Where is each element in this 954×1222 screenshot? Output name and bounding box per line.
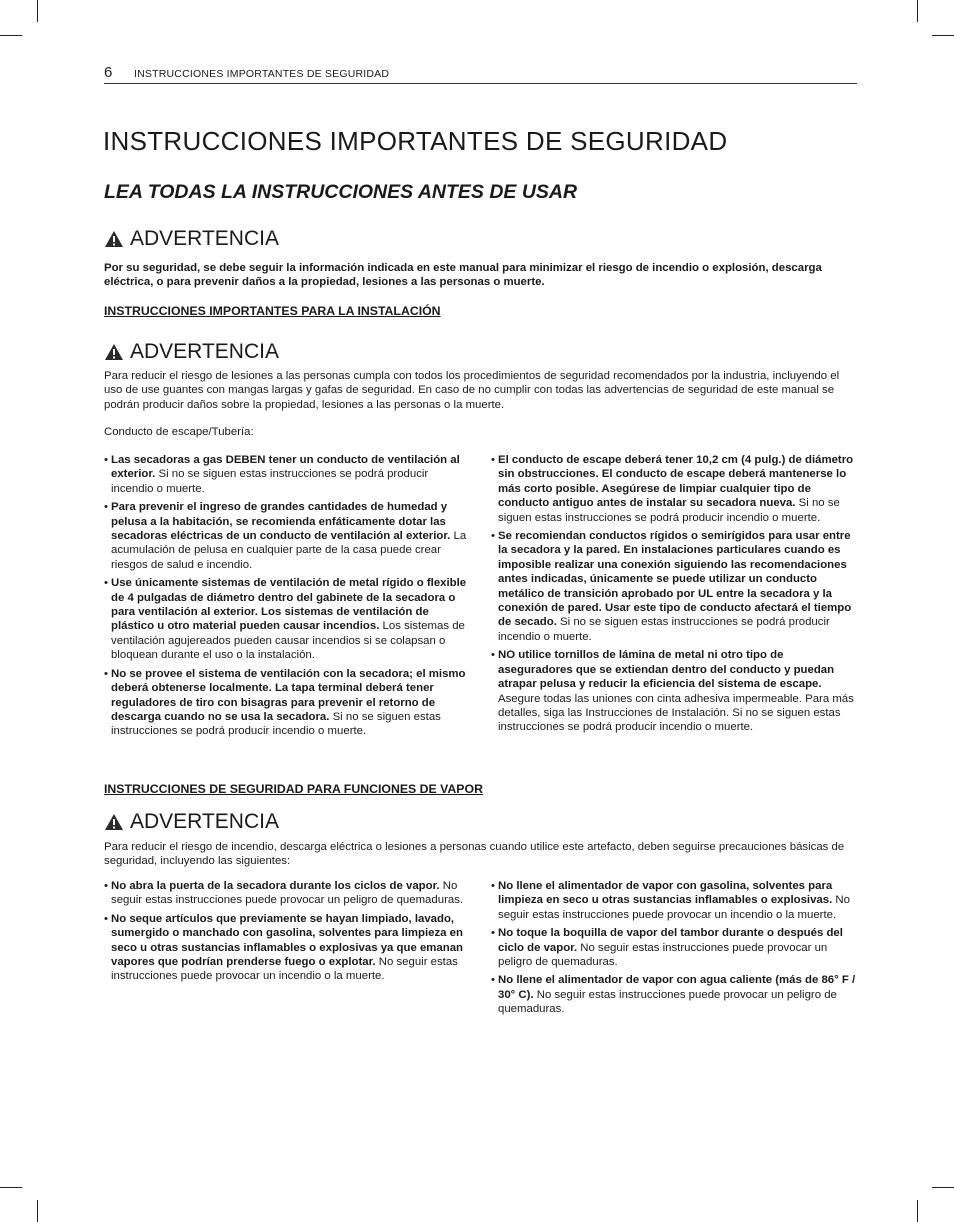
list-item (491, 453, 859, 525)
warning-heading-1 (104, 227, 279, 251)
page-number: 6 (104, 64, 113, 81)
list-item (491, 879, 859, 922)
list-item (104, 453, 472, 496)
crop-mark (0, 35, 22, 36)
list-item (491, 648, 859, 734)
header-rule (104, 83, 857, 84)
crop-mark (37, 1200, 38, 1222)
list-item (104, 500, 472, 572)
list-item (104, 667, 472, 739)
list-item (104, 879, 472, 908)
list-item-bold: No llene el alimentador de vapor con agua caliente (más de 86° F / 30° C). (498, 974, 856, 1001)
installation-list-left (104, 453, 472, 743)
list-item-bold: No se provee el sistema de ventilación con la secadora; el mismo deberá obtenerse localmente. La tapa terminal deberá tener reguladores de tiro con bisagras para prevenir el retorno de descarga cuando no se usa la secadora. (111, 667, 466, 723)
list-item (104, 576, 472, 662)
list-item-text: No seguir estas instrucciones puede provocar un peligro de quemaduras. (498, 988, 837, 1016)
section-heading-installation: INSTRUCCIONES IMPORTANTES PARA LA INSTALACIÓN (104, 304, 441, 318)
section-heading-steam: INSTRUCCIONES DE SEGURIDAD PARA FUNCIONES DE VAPOR (104, 782, 483, 796)
warning-word: ADVERTENCIA (130, 810, 279, 833)
list-item-bold: No seque artículos que previamente se hayan limpiado, lavado, sumergido o manchado con gasolina, solventes para limpieza en seco u otras sustancias inflamables o explosivas ya que emanan vapores que podrían prenderse fuego o explotar. (111, 912, 463, 969)
warning-word: ADVERTENCIA (130, 227, 279, 250)
warning-triangle-icon (104, 813, 124, 831)
steam-list-right (491, 879, 859, 1021)
list-item-bold: El conducto de escape deberá tener 10,2 cm (4 pulg.) de diámetro sin obstrucciones. El conducto de escape deberá mantenerse lo más corto posible. Asegúrese de limpiar cualquier tipo de conducto antiguo antes de instalar su secadora nueva. (498, 454, 854, 510)
list-item-bold: Las secadoras a gas DEBEN tener un conducto de ventilación al exterior. (111, 454, 460, 481)
warning-heading-2 (104, 340, 279, 364)
list-item-bold: Use únicamente sistemas de ventilación de metal rígido o flexible de 4 pulgadas de diámetro dentro del gabinete de la secadora o para ventilación al exterior. Los sistemas de ventilación de plástico u otro material pueden causar incendios. (111, 577, 467, 633)
list-item-bold: Para prevenir el ingreso de grandes cantidades de humedad y pelusa a la habitación, se recomienda enfáticamente dotar las secadoras eléctricas de un conducto de ventilación al exterior. (111, 501, 451, 543)
page-subtitle: LEA TODAS LA INSTRUCCIONES ANTES DE USAR (104, 181, 578, 203)
list-item-text: Si no se siguen estas instrucciones se podrá producir incendio o muerte. (111, 710, 441, 738)
crop-mark (932, 1187, 954, 1188)
page-title: INSTRUCCIONES IMPORTANTES DE SEGURIDAD (103, 126, 728, 156)
warning-triangle-icon (104, 230, 124, 248)
list-item-text: No seguir estas instrucciones puede provocar un incendio o la muerte. (498, 894, 850, 921)
warning-triangle-icon (104, 343, 124, 361)
list-item-text: Si no se siguen estas instrucciones se podrá producir incendio o muerte. (111, 468, 429, 495)
list-item-text: Si no se siguen estas instrucciones se podrá producir incendio o muerte. (498, 616, 830, 643)
list-item-bold: Se recomiendan conductos rígidos o semirígidos para usar entre la secadora y la pared. En instalaciones particulares cuando es imposible realizar una conexión siguiendo las recomendaciones antes indicadas, únicamente se puede utilizar un conducto metálico de transición aprobado por UL entre la secadora y la conexión de pared. Usar este tipo de conducto afectará el tiempo de secado. (498, 530, 852, 629)
warning-heading-3 (104, 810, 279, 834)
list-item-text: No seguir estas instrucciones puede provocar un peligro de quemaduras. (111, 880, 464, 907)
installation-list-right (491, 453, 859, 739)
steam-list-left (104, 879, 472, 988)
crop-mark (917, 1200, 918, 1222)
crop-mark (932, 35, 954, 36)
crop-mark (37, 0, 38, 22)
list-item (104, 912, 472, 984)
list-item-text: Los sistemas de ventilación agujereados pueden causar incendios si se colapsan o bloquean durante el uso o la instalación. (111, 620, 465, 662)
list-item (491, 529, 859, 644)
steam-warning-text: Para reducir el riesgo de incendio, descarga eléctrica o lesiones a personas cuando utilice este artefacto, deben seguirse precauciones básicas de seguridad, incluyendo las siguientes: (104, 841, 845, 868)
warning-word: ADVERTENCIA (130, 340, 279, 363)
list-item-text: Asegure todas las uniones con cinta adhesiva impermeable. Para más detalles, siga las Instrucciones de Instalación. Si no se siguen estas instrucciones se podrá producir incendio o muerte. (498, 692, 854, 734)
list-item (491, 926, 859, 969)
list-item-text: La acumulación de pelusa en cualquier parte de la casa puede crear riesgos de salud e incendio. (111, 530, 467, 571)
warning-1-text: Por su seguridad, se debe seguir la información indicada en este manual para minimizar el riesgo de incendio o explosión, descarga eléctrica, o para prevenir daños a la propiedad, lesiones a las personas o muerte. (104, 262, 822, 289)
crop-mark (0, 1187, 22, 1188)
duct-label: Conducto de escape/Tubería: (104, 426, 254, 438)
list-item-bold: No llene el alimentador de vapor con gasolina, solventes para limpieza en seco u otras sustancias inflamables o explosivas. (498, 880, 833, 907)
list-item-bold: No abra la puerta de la secadora durante los ciclos de vapor. (111, 880, 440, 892)
installation-warning-text: Para reducir el riesgo de lesiones a las personas cumpla con todos los procedimientos de seguridad recomendados por la industria, incluyendo el uso de use guantes con mangas largas y gafas de seguridad. En caso de no cumplir con todas las advertencias de seguridad de este manual se podrán producir daños sobre la propiedad, lesiones a las personas o la muerte. (104, 370, 840, 411)
list-item-text: No seguir estas instrucciones puede provocar un peligro de quemaduras. (498, 941, 828, 969)
list-item (491, 973, 859, 1016)
crop-mark (917, 0, 918, 22)
list-item-bold: NO utilice tornillos de lámina de metal ni otro tipo de aseguradores que se extiendan dentro del conducto y puedan atrapar pelusa y reducir la eficiencia del sistema de escape. (498, 649, 835, 691)
list-item-bold: No toque la boquilla de vapor del tambor durante o después del ciclo de vapor. (498, 927, 843, 954)
list-item-text: No seguir estas instrucciones puede provocar un incendio o la muerte. (111, 956, 458, 983)
list-item-text: Si no se siguen estas instrucciones se podrá producir incendio o muerte. (498, 497, 840, 524)
running-title: INSTRUCCIONES IMPORTANTES DE SEGURIDAD (134, 68, 390, 80)
